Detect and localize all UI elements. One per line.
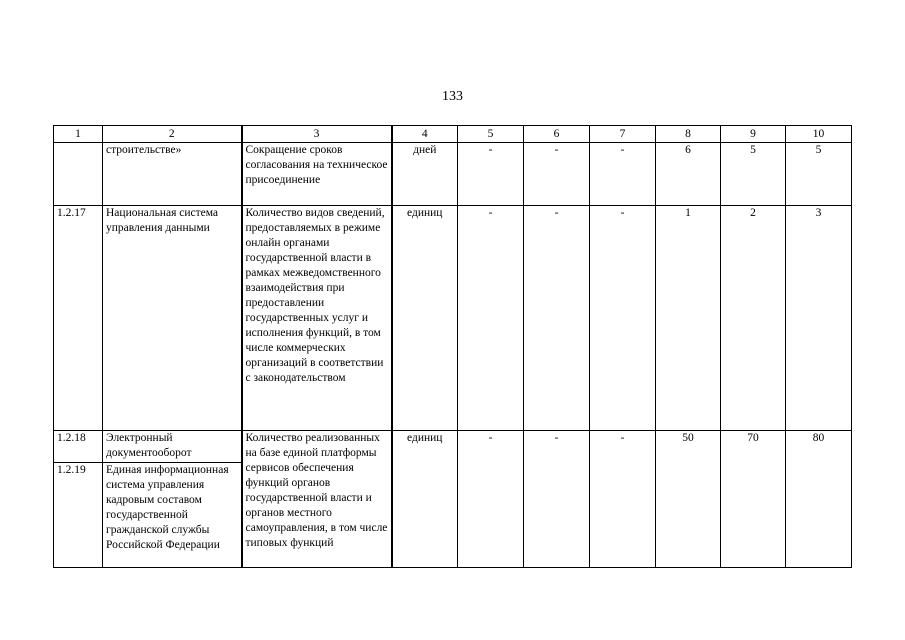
value-cell: - bbox=[590, 431, 656, 568]
value-cell: 80 bbox=[786, 431, 852, 568]
unit-cell: дней bbox=[392, 143, 458, 206]
value-cell: - bbox=[458, 206, 524, 431]
value-cell: - bbox=[458, 143, 524, 206]
header-cell: 8 bbox=[656, 126, 721, 143]
header-cell: 5 bbox=[458, 126, 524, 143]
header-cell: 6 bbox=[524, 126, 590, 143]
row-number-cell bbox=[54, 143, 103, 206]
table-row bbox=[54, 431, 852, 463]
header-cell: 9 bbox=[721, 126, 786, 143]
indicator-cell: Количество видов сведений, предоставляемых в режиме онлайн органами государственной власти в рамках межведомственного взаимодействия при предоставлении государственных услуг и исполнения функций, в том числе коммерческих организаций в соответствии с законодательством bbox=[242, 206, 392, 431]
unit-cell: единиц bbox=[392, 431, 458, 568]
value-cell: 5 bbox=[786, 143, 852, 206]
table-row bbox=[54, 206, 852, 431]
page-number: 133 bbox=[442, 89, 463, 104]
project-name-cell: Национальная система управления данными bbox=[103, 206, 242, 431]
value-cell: 3 bbox=[786, 206, 852, 431]
value-cell: 50 bbox=[656, 431, 721, 568]
value-cell: - bbox=[458, 431, 524, 568]
indicator-cell: Сокращение сроков согласования на техническое присоединение bbox=[242, 143, 392, 206]
header-row bbox=[54, 126, 852, 143]
project-name-cell: Единая информационная система управления кадровым составом государственной гражданской службы Российской Федерации bbox=[103, 463, 242, 568]
value-cell: 1 bbox=[656, 206, 721, 431]
project-name-cell: Электронный документооборот bbox=[103, 431, 242, 463]
row-number-cell: 1.2.17 bbox=[54, 206, 103, 431]
indicator-cell: Количество реализованных на базе единой платформы сервисов обеспечения функций органов государственной власти и органов местного самоуправления, в том числе типовых функций bbox=[242, 431, 392, 568]
value-cell: 70 bbox=[721, 431, 786, 568]
row-number-cell: 1.2.18 bbox=[54, 431, 103, 463]
header-cell: 7 bbox=[590, 126, 656, 143]
header-cell: 10 bbox=[786, 126, 852, 143]
value-cell: 6 bbox=[656, 143, 721, 206]
table-row bbox=[54, 143, 852, 206]
value-cell: - bbox=[524, 143, 590, 206]
value-cell: - bbox=[590, 206, 656, 431]
unit-cell: единиц bbox=[392, 206, 458, 431]
row-number-cell: 1.2.19 bbox=[54, 463, 103, 568]
header-cell: 3 bbox=[242, 126, 392, 143]
value-cell: 2 bbox=[721, 206, 786, 431]
header-cell: 1 bbox=[54, 126, 103, 143]
project-name-cell: строительстве» bbox=[103, 143, 242, 206]
header-cell: 4 bbox=[392, 126, 458, 143]
value-cell: - bbox=[524, 431, 590, 568]
header-cell: 2 bbox=[103, 126, 242, 143]
value-cell: - bbox=[524, 206, 590, 431]
value-cell: - bbox=[590, 143, 656, 206]
indicators-table bbox=[53, 125, 852, 568]
value-cell: 5 bbox=[721, 143, 786, 206]
